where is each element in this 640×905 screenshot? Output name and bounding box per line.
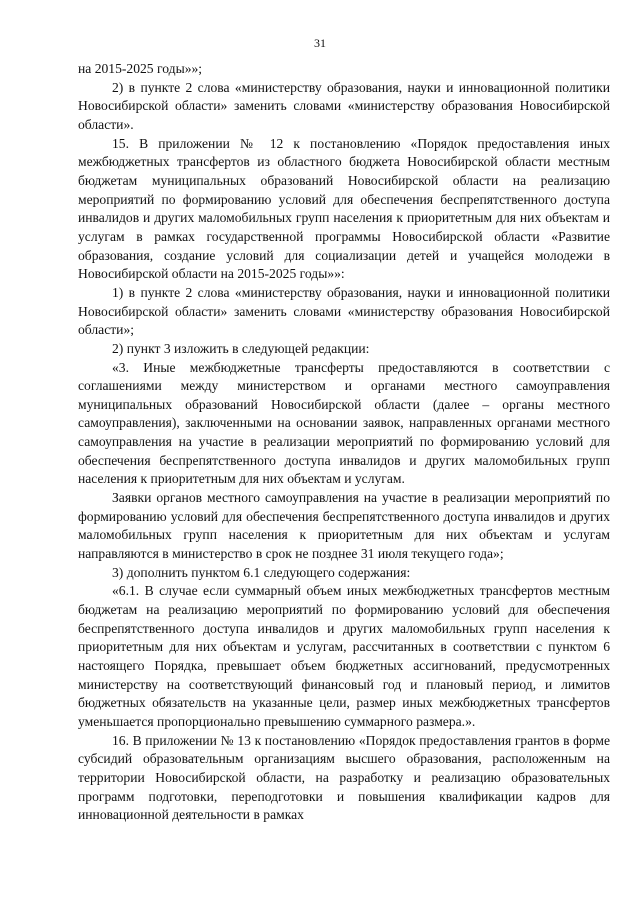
document-body [78,60,610,825]
paragraph: 3) дополнить пунктом 6.1 следующего содержания: [112,564,411,580]
paragraph: на 2015-2025 годы»»; [78,61,203,76]
paragraph: 2) в пункте 2 слова «министерству образования, науки и инновационной политики Новосибирской области» заменить словами «министерству образования Новосибирской области». [78,79,610,132]
paragraph: 1) в пункте 2 слова «министерству образования, науки и инновационной политики Новосибирской области» заменить словами «министерству образования Новосибирской области»; [78,284,610,338]
paragraph: «3. Иные межбюджетные трансферты предоставляются в соответствии с соглашениями между министерством и органами местного самоуправления муниципальных образований Новосибирской области (далее – органы местного самоуправления), заключенными на основании заявок, направленных органами местного самоуправления на участие в реализации мероприятий по формированию условий для обеспечения беспрепятственного доступа инвалидов и других маломобильных групп населения к приоритетным для них объектам и услугам. [78,359,610,487]
page-number: 31 [314,36,326,50]
paragraph: 15. В приложении № 12 к постановлению «Порядок предоставления иных межбюджетных трансфертов из областного бюджета Новосибирской области местным бюджетам муниципальных образований Новосибирской области на реализацию мероприятий по формированию условий для обеспечения беспрепятственного доступа инвалидов и других маломобильных групп населения к приоритетным для них объектам и услугам в рамках государственной программы Новосибирской области «Развитие образования, создание условий для социализации детей и учащейся молодежи в Новосибирской области на 2015-2025 годы»»: [78,135,610,282]
paragraph: «6.1. В случае если суммарный объем иных межбюджетных трансфертов местным бюджетам на реализацию мероприятий по формированию условий для обеспечения беспрепятственного доступа инвалидов и других маломобильных групп населения к приоритетным для них объектам и услугам, рассчитанных в соответствии с пунктом 6 настоящего Порядка, превышает объем бюджетных ассигнований, предусмотренных министерству на соответствующий финансовый год и плановый период, и лимитов бюджетных обязательств на указанные цели, размер иных межбюджетных трансфертов уменьшается пропорционально превышению суммарного размера.». [78,583,610,729]
paragraph: 2) пункт 3 изложить в следующей редакции: [112,340,370,356]
paragraph: Заявки органов местного самоуправления на участие в реализации мероприятий по формированию условий для обеспечения беспрепятственного доступа инвалидов и других маломобильных групп населения к приоритетным для них объектам и услугам направляются в министерство в срок не позднее 31 июля текущего года»; [78,490,610,562]
paragraph: 16. В приложении № 13 к постановлению «Порядок предоставления грантов в форме субсидий образовательным организациям высшего образования, расположенным на территории Новосибирской области, на разработку и реализацию образовательных программ подготовки, переподготовки и повышения квалификации кадров для инновационной деятельности в рамках [78,732,610,823]
